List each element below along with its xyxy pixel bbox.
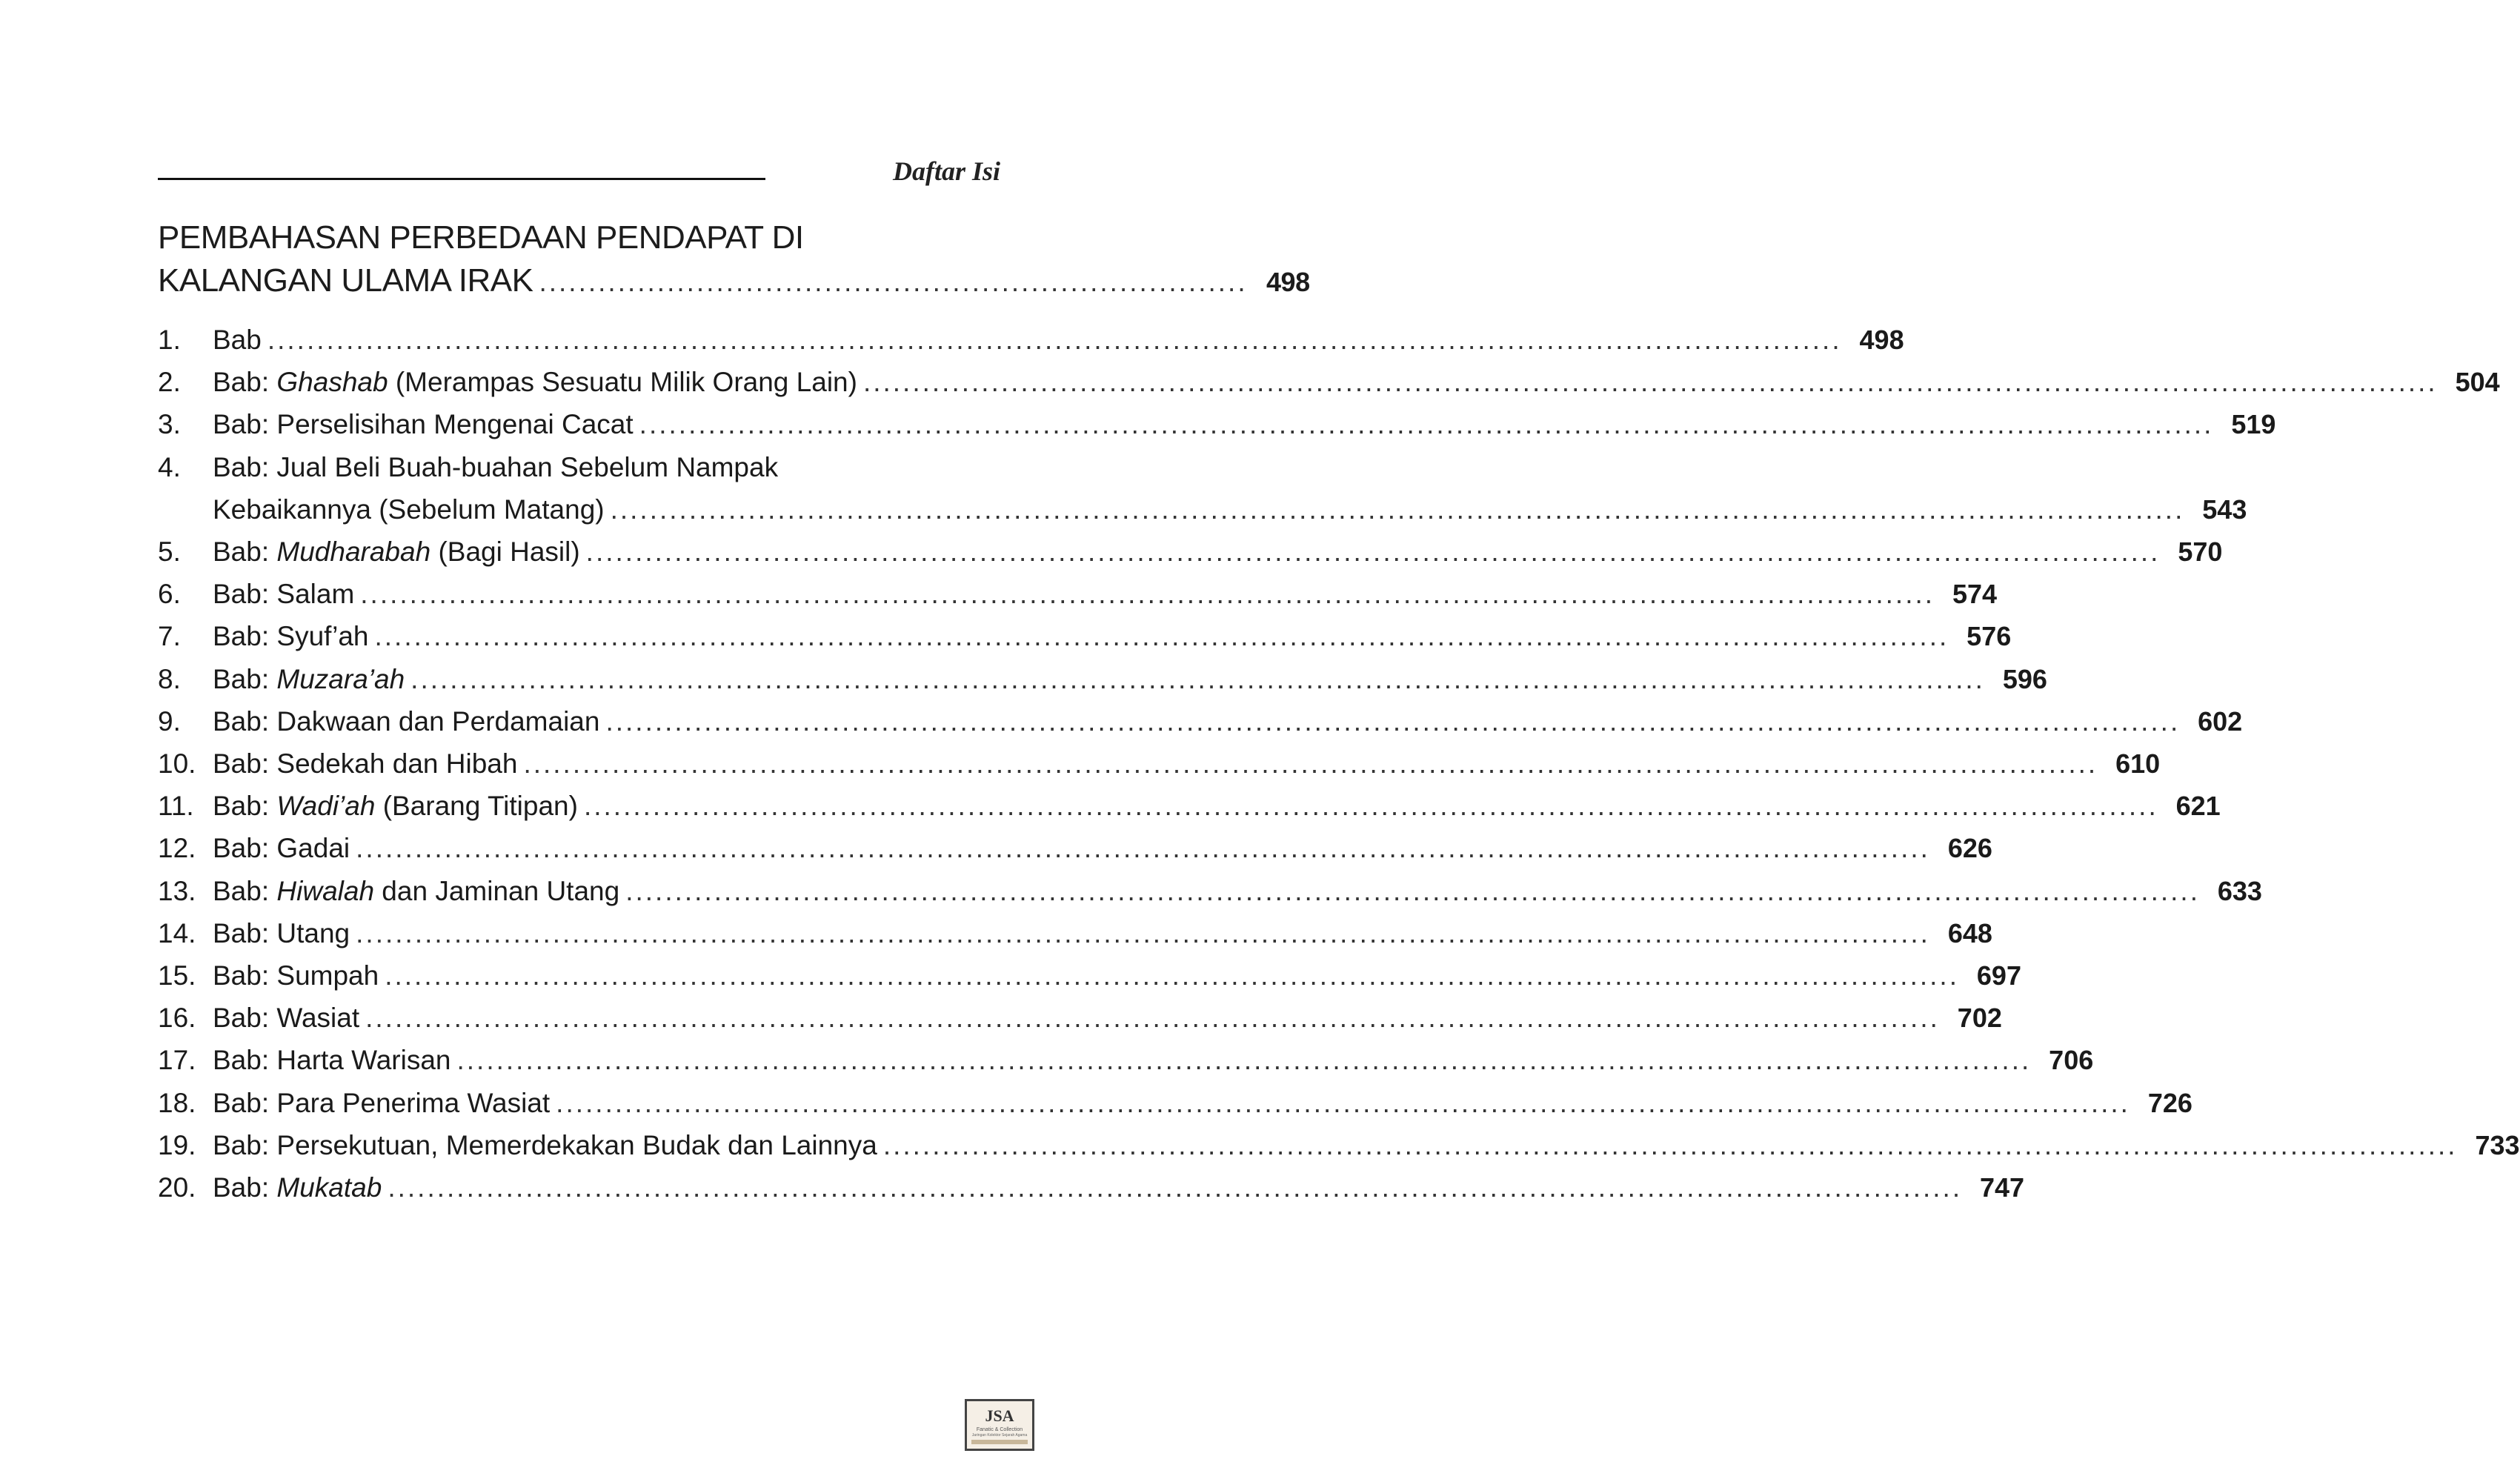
entry-title [213, 573, 354, 615]
entry-title-text: Bab [213, 325, 262, 355]
toc-entry [158, 361, 2500, 403]
toc-entry [158, 488, 2247, 531]
entry-title [213, 658, 405, 700]
entry-title-text: Bab: Sumpah [213, 960, 379, 991]
entry-page-number: 519 [2231, 409, 2276, 439]
entry-page-number: 543 [2202, 494, 2247, 525]
entry-title-text: Bab: Harta Warisan [213, 1045, 451, 1075]
entry-title [213, 531, 580, 573]
entry-page-number: 726 [2147, 1088, 2192, 1118]
entry-title-text: Bab: Syuf’ah [213, 621, 369, 651]
leader-dots: ................................................................................................................................................................ [556, 1088, 2130, 1118]
entry-number: 3. [158, 409, 181, 439]
entry-page-number: 747 [1980, 1172, 2025, 1203]
entry-page-number: 702 [1957, 1003, 2002, 1033]
leader-dots: ................................................................................................................................................................ [385, 960, 1959, 991]
logo-bar [971, 1440, 1028, 1444]
entry-title-text: Bab: Wasiat [213, 1003, 360, 1033]
entry-number: 9. [158, 706, 181, 737]
page-header-title: Daftar Isi [892, 156, 1000, 186]
entry-title-text: Bab: Utang [213, 918, 350, 948]
entry-number: 11. [158, 791, 194, 821]
entry-page-number: 733 [2475, 1130, 2520, 1160]
entry-title [213, 1039, 451, 1081]
entry-title-suffix: (Bagi Hasil) [430, 536, 580, 567]
entry-number: 15. [158, 960, 196, 991]
entry-page-number: 621 [2175, 791, 2221, 821]
leader-dots: ................................................................................................................................................................ [356, 918, 1930, 948]
entry-page-number: 626 [1947, 833, 1992, 863]
entry-title-text: Bab: Dakwaan dan Perdamaian [213, 706, 600, 737]
entry-number: 19. [158, 1130, 196, 1160]
entry-title [213, 997, 359, 1039]
toc-entry [158, 446, 1003, 488]
toc-entry [158, 827, 1992, 869]
entry-page-number: 570 [2178, 536, 2223, 567]
section-page-number: 498 [1266, 267, 1310, 297]
entry-title-text: Kebaikannya (Sebelum Matang) [213, 494, 605, 525]
toc-entry [158, 1124, 2520, 1166]
entry-title-italic: Mudharabah [276, 536, 431, 567]
leader-dots: ................................................................................................................................................................ [365, 1003, 1940, 1033]
entry-title [213, 488, 605, 531]
toc-entry [158, 870, 2262, 912]
entry-title-text: Bab: Perselisihan Mengenai Cacat [213, 409, 634, 439]
entry-title [213, 700, 599, 742]
leader-dots: ................................................................................................................................................................ [862, 367, 2438, 397]
leader-dots: ........................................................................ [539, 267, 1248, 297]
header-rule [158, 178, 765, 180]
toc-entry [158, 573, 1998, 615]
toc-entry [158, 1039, 2094, 1081]
entry-page-number: 633 [2217, 876, 2262, 906]
entry-number: 2. [158, 367, 181, 397]
toc-entry [158, 785, 2221, 827]
entry-title [213, 785, 578, 827]
leader-dots: ................................................................................................................................................................ [605, 706, 2181, 737]
toc-entry [158, 954, 2021, 997]
entry-number: 18. [158, 1088, 196, 1118]
toc-entry [158, 742, 2161, 785]
logo-text: JSA [985, 1406, 1014, 1425]
entry-title-text: Bab: Para Penerima Wasiat [213, 1088, 551, 1118]
entry-title [213, 1082, 550, 1124]
leader-dots: ................................................................................................................................................................ [639, 409, 2214, 439]
entry-number: 4. [158, 452, 181, 482]
entry-page-number: 648 [1947, 918, 1992, 948]
toc-entry [158, 1082, 2192, 1124]
entry-number: 16. [158, 1003, 196, 1033]
entry-title-italic: Muzara’ah [276, 664, 405, 694]
toc-entry [158, 1166, 2025, 1209]
leader-dots: ................................................................................................................................................................ [410, 664, 1985, 694]
entry-title [213, 1166, 382, 1209]
entry-number: 17. [158, 1045, 196, 1075]
entry-title-text: Bab: Persekutuan, Memerdekakan Budak dan Lainnya [213, 1130, 877, 1160]
leader-dots: ................................................................................................................................................................ [456, 1045, 2032, 1075]
entry-title [213, 870, 619, 912]
toc-entry [158, 319, 1904, 361]
leader-dots: ................................................................................................................................................................ [610, 494, 2185, 525]
leader-dots: ................................................................................................................................................................ [882, 1130, 2458, 1160]
entry-title-text: Bab: [213, 536, 277, 567]
leader-dots: ................................................................................................................................................................ [360, 579, 1935, 609]
leader-dots: ................................................................................................................................................................ [356, 833, 1930, 863]
section-title-text: KALANGAN ULAMA IRAK [158, 262, 533, 299]
entry-title [213, 912, 350, 954]
entry-title [213, 361, 857, 403]
entry-title-suffix: (Merampas Sesuatu Milik Orang Lain) [388, 367, 857, 397]
entry-number: 14. [158, 918, 196, 948]
entry-number: 13. [158, 876, 196, 906]
entry-title-suffix: (Barang Titipan) [375, 791, 578, 821]
entry-title [213, 446, 778, 488]
entry-page-number: 697 [1976, 960, 2021, 991]
entry-title-text: Bab: [213, 876, 277, 906]
entry-title [213, 742, 517, 785]
section-heading [158, 216, 1310, 302]
toc-entry [158, 912, 1992, 954]
toc-entry [158, 403, 2276, 445]
section-title-line-1: PEMBAHASAN PERBEDAAN PENDAPAT DI [158, 219, 804, 256]
entry-number: 12. [158, 833, 196, 863]
entry-page-number: 706 [2049, 1045, 2094, 1075]
leader-dots: ................................................................................................................................................................ [374, 621, 1949, 651]
entry-page-number: 602 [2198, 706, 2243, 737]
toc-entry [158, 997, 2002, 1039]
entry-title-text: Bab: [213, 664, 277, 694]
toc-entry [158, 531, 2223, 573]
entry-page-number: 596 [2002, 664, 2047, 694]
entry-title-text: Bab: [213, 1172, 277, 1203]
entry-title [213, 403, 634, 445]
entry-title-text: Bab: Jual Beli Buah-buahan Sebelum Nampak [213, 452, 779, 482]
entry-title-italic: Wadi’ah [276, 791, 376, 821]
logo-tagline: Jaringan Kolektor Sejarah Agama [971, 1433, 1028, 1438]
entry-number: 10. [158, 748, 196, 779]
section-title-line-2 [158, 259, 1310, 302]
entry-page-number: 576 [1967, 621, 2012, 651]
leader-dots: ................................................................................................................................................................ [585, 536, 2161, 567]
logo-subtitle: Fanatic & Collection [976, 1427, 1023, 1432]
entry-title-italic: Ghashab [276, 367, 388, 397]
entry-title-italic: Hiwalah [276, 876, 375, 906]
entry-title-suffix: dan Jaminan Utang [374, 876, 620, 906]
leader-dots: ................................................................................................................................................................ [523, 748, 2098, 779]
entry-title-text: Bab: [213, 791, 277, 821]
entry-page-number: 504 [2455, 367, 2500, 397]
entry-number: 5. [158, 536, 181, 567]
entry-number: 7. [158, 621, 181, 651]
entry-title-text: Bab: Salam [213, 579, 355, 609]
toc-entry [158, 700, 2243, 742]
entry-title-text: Bab: Gadai [213, 833, 350, 863]
entry-page-number: 498 [1859, 325, 1904, 355]
entry-page-number: 574 [1952, 579, 1998, 609]
toc-entry [158, 615, 2012, 657]
leader-dots: ................................................................................................................................................................ [388, 1172, 1963, 1203]
leader-dots: ................................................................................................................................................................ [267, 325, 1842, 355]
entry-title [213, 1124, 877, 1166]
entry-title [213, 319, 262, 361]
leader-dots: ................................................................................................................................................................ [625, 876, 2200, 906]
toc-entry [158, 658, 2047, 700]
entry-number: 8. [158, 664, 181, 694]
entry-title [213, 827, 350, 869]
entry-title-text: Bab: Sedekah dan Hibah [213, 748, 518, 779]
leader-dots: ................................................................................................................................................................ [583, 791, 2158, 821]
entry-title-italic: Mukatab [276, 1172, 382, 1203]
entry-number: 1. [158, 325, 181, 355]
entry-number: 6. [158, 579, 181, 609]
entry-page-number: 610 [2115, 748, 2161, 779]
entry-title [213, 615, 368, 657]
entry-title-text: Bab: [213, 367, 277, 397]
jsa-logo [965, 1399, 1034, 1451]
entry-number: 20. [158, 1172, 196, 1203]
entry-title [213, 954, 379, 997]
